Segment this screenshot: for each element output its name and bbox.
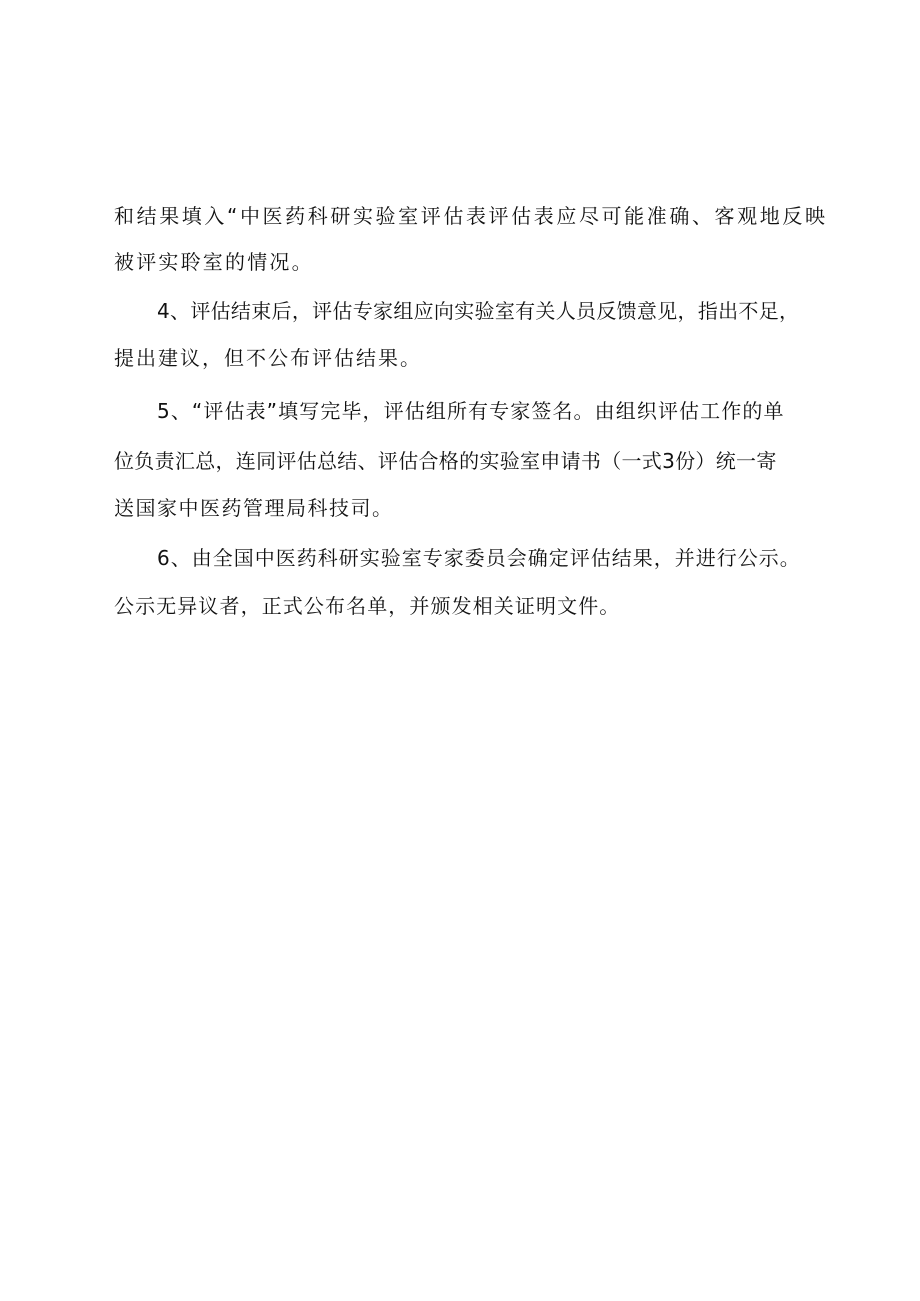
paragraph-4-start: 4、评估结束后，评估专家组应向实验室有关人员反馈意见，指出不足， bbox=[157, 299, 800, 323]
text-line: 送国家中医药管理局科技司。 bbox=[114, 496, 394, 520]
text-line: 位负责汇总，连同评估总结、评估合格的实验室申请书（一式3份）统一寄 bbox=[114, 449, 777, 473]
text-line: 被评实聆室的情况。 bbox=[114, 250, 314, 274]
paragraph-5-start: 5、“评估表”填写完毕，评估组所有专家签名。由组织评估工作的单 bbox=[157, 399, 785, 423]
text-line: 公示无异议者，正式公布名单，并颁发相关证明文件。 bbox=[114, 594, 621, 618]
text-line: 和结果填入“中医药科研实验室评估表评估表应尽可能准确、客观地反映 bbox=[114, 204, 828, 228]
text-line: 提出建议，但不公布评估结果。 bbox=[114, 346, 422, 370]
paragraph-6-start: 6、由全国中医药科研实验室专家委员会确定评估结果，并进行公示。 bbox=[157, 546, 801, 570]
